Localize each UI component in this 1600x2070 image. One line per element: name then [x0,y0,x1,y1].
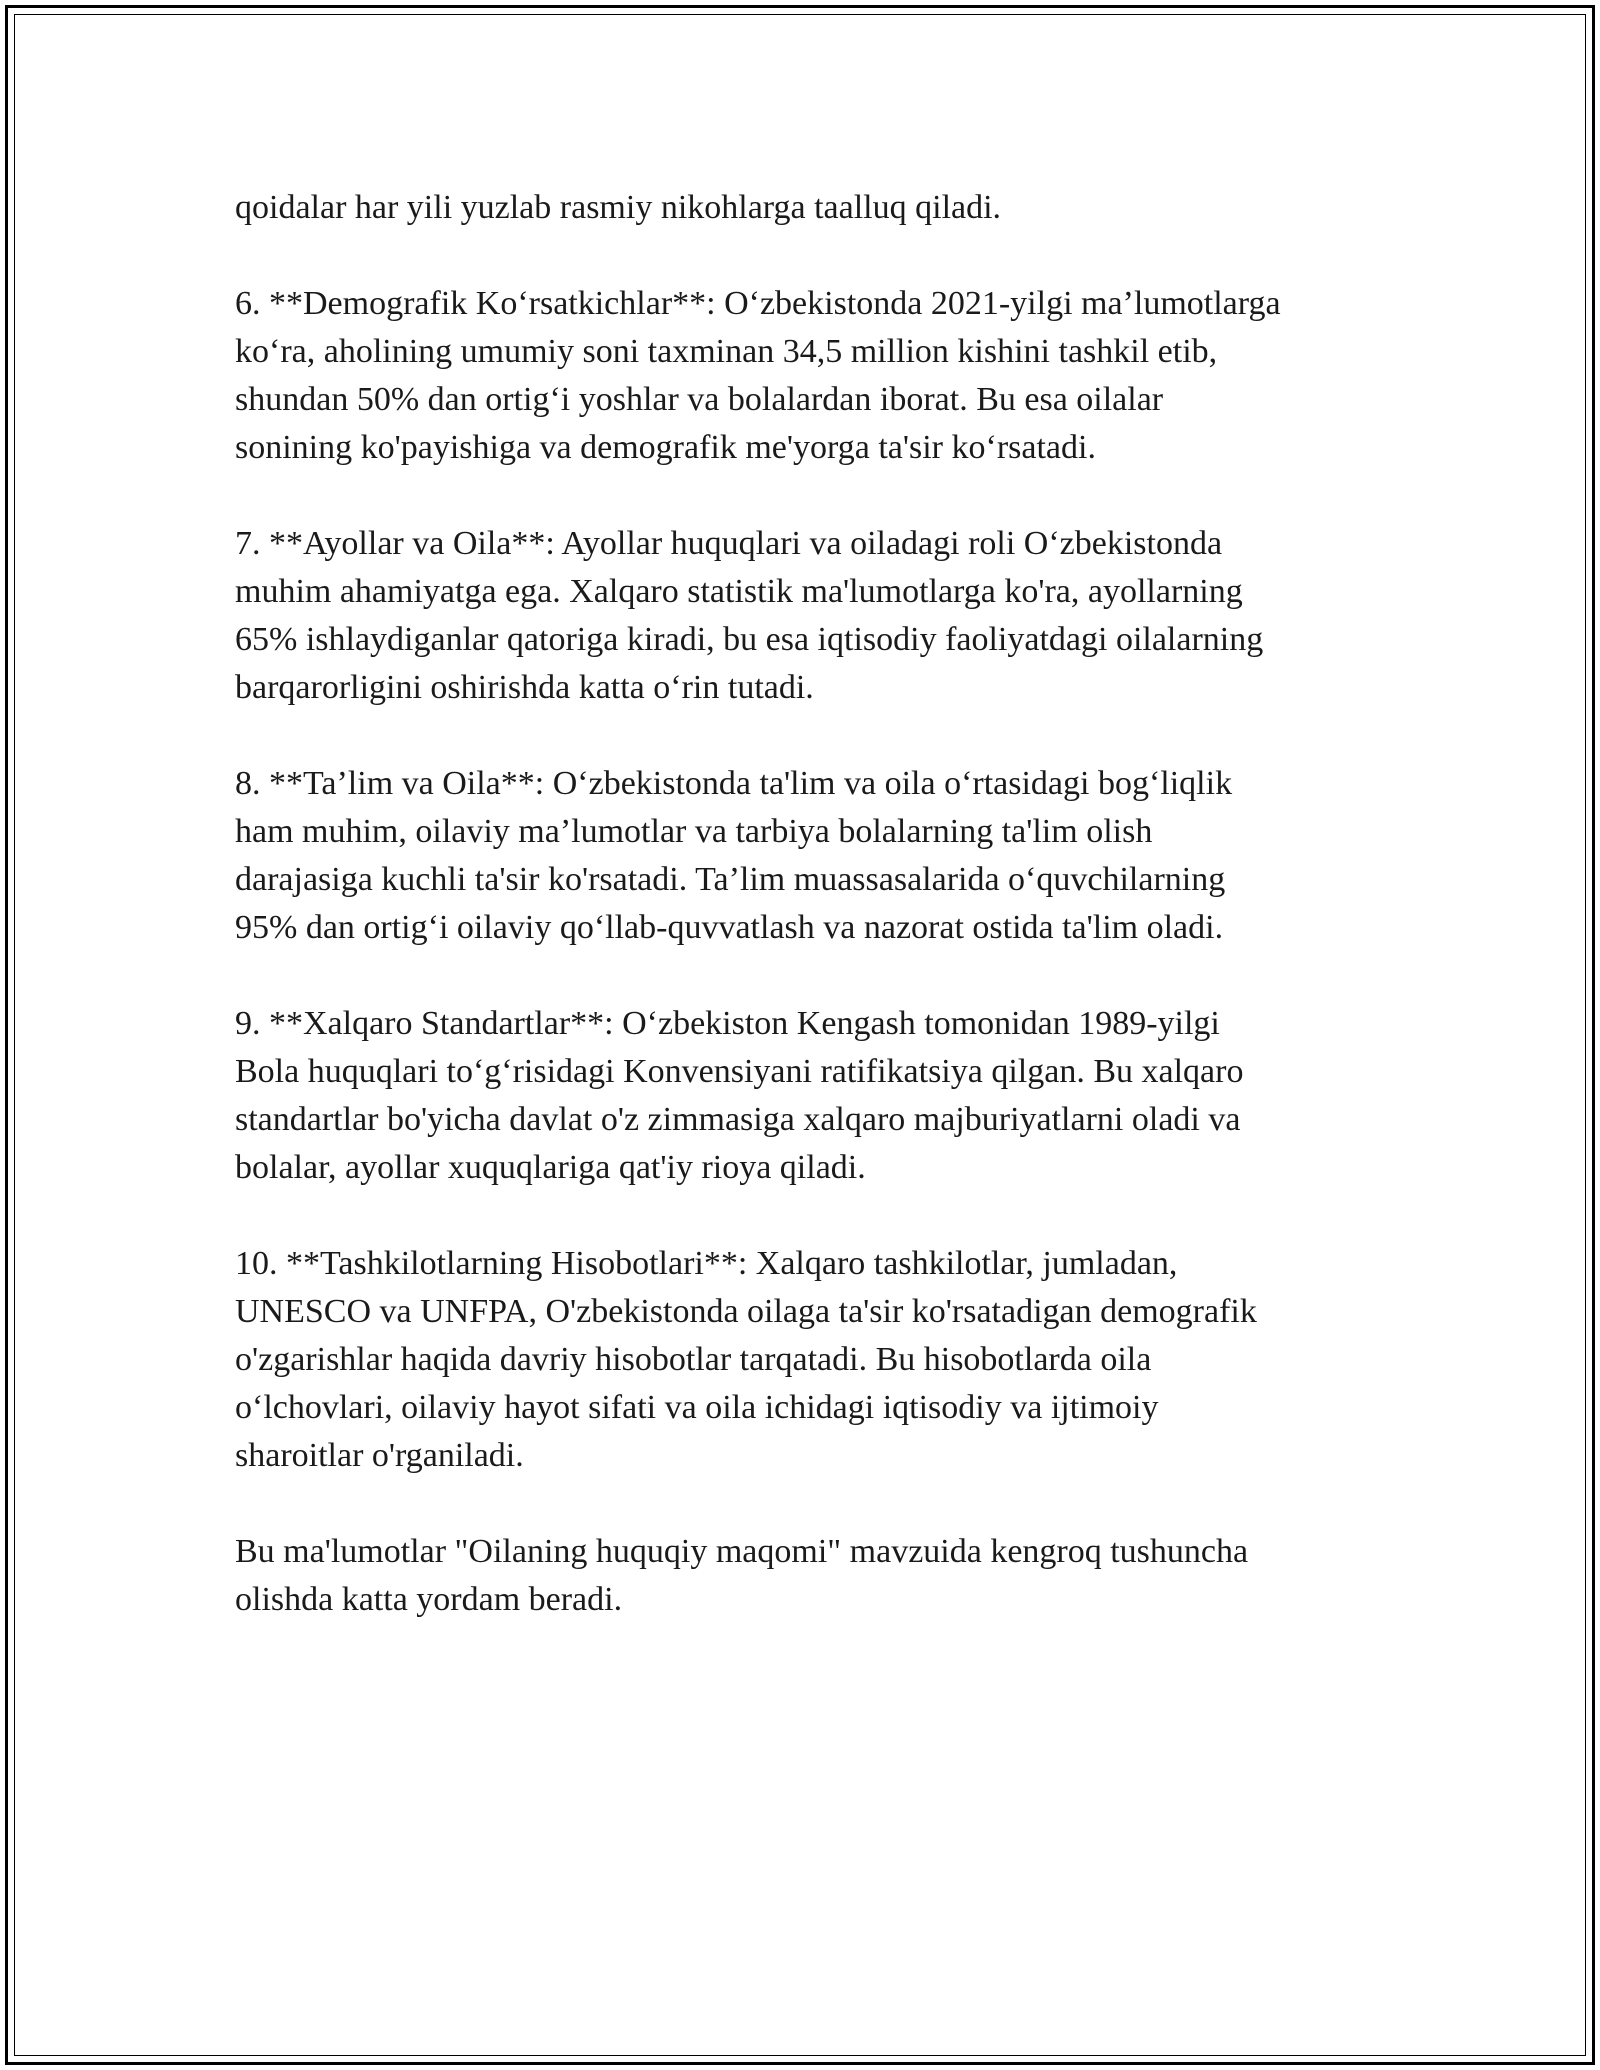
text-line: 10. **Tashkilotlarning Hisobotlari**: Xalqaro tashkilotlar, jumladan, [235,1245,1178,1282]
text-line: ham muhim, oilaviy ma’lumotlar va tarbiya bolalarning ta'lim olish [235,813,1153,850]
text-line: Bola huquqlari to‘g‘risidagi Konvensiyani ratifikatsiya qilgan. Bu xalqaro [235,1053,1244,1090]
text-line: Bu ma'lumotlar "Oilaning huquqiy maqomi" mavzuida kengroq tushuncha [235,1533,1249,1570]
text-line: UNESCO va UNFPA, O'zbekistonda oilaga ta'sir ko'rsatadigan demografik [235,1293,1257,1330]
text-line: 8. **Ta’lim va Oila**: O‘zbekistonda ta'lim va oila o‘rtasidagi bog‘liqlik [235,765,1233,802]
text-line: o‘lchovlari, oilaviy hayot sifati va oila ichidagi iqtisodiy va ijtimoiy [235,1389,1159,1426]
text-line: o'zgarishlar haqida davriy hisobotlar tarqatadi. Bu hisobotlarda oila [235,1341,1152,1378]
text-line: shundan 50% dan ortig‘i yoshlar va bolalardan iborat. Bu esa oilalar [235,381,1164,418]
text-line: sonining ko'payishiga va demografik me'yorga ta'sir ko‘rsatadi. [235,429,1096,466]
paragraph-item-6-demographics [235,280,1385,472]
text-line: olishda katta yordam beradi. [235,1581,623,1618]
text-line: 6. **Demografik Ko‘rsatkichlar**: O‘zbekistonda 2021-yilgi ma’lumotlarga [235,285,1281,322]
text-line: 95% dan ortig‘i oilaviy qo‘llab-quvvatlash va nazorat ostida ta'lim oladi. [235,909,1224,946]
text-line: qoidalar har yili yuzlab rasmiy nikohlarga taalluq qiladi. [235,189,1002,226]
text-line: muhim ahamiyatga ega. Xalqaro statistik ma'lumotlarga ko'ra, ayollarning [235,573,1243,610]
paragraph-conclusion [235,1528,1385,1624]
paragraph-item-10-organization-reports [235,1240,1385,1480]
paragraph-item-8-education-family [235,760,1385,952]
text-line: bolalar, ayollar xuquqlariga qat'iy rioya qiladi. [235,1149,866,1186]
text-line: 9. **Xalqaro Standartlar**: O‘zbekiston Kengash tomonidan 1989-yilgi [235,1005,1220,1042]
document-body [235,184,1385,1672]
paragraph-item-9-international-standards [235,1000,1385,1192]
text-line: sharoitlar o'rganiladi. [235,1437,524,1474]
text-line: barqarorligini oshirishda katta o‘rin tutadi. [235,669,814,706]
paragraph-intro-continuation [235,184,1385,232]
text-line: 7. **Ayollar va Oila**: Ayollar huquqlari va oiladagi roli O‘zbekistonda [235,525,1223,562]
paragraph-item-7-women-family [235,520,1385,712]
text-line: darajasiga kuchli ta'sir ko'rsatadi. Ta’lim muassasalarida o‘quvchilarning [235,861,1226,898]
text-line: 65% ishlaydiganlar qatoriga kiradi, bu esa iqtisodiy faoliyatdagi oilalarning [235,621,1264,658]
text-line: standartlar bo'yicha davlat o'z zimmasiga xalqaro majburiyatlarni oladi va [235,1101,1241,1138]
text-line: ko‘ra, aholining umumiy soni taxminan 34,5 million kishini tashkil etib, [235,333,1218,370]
